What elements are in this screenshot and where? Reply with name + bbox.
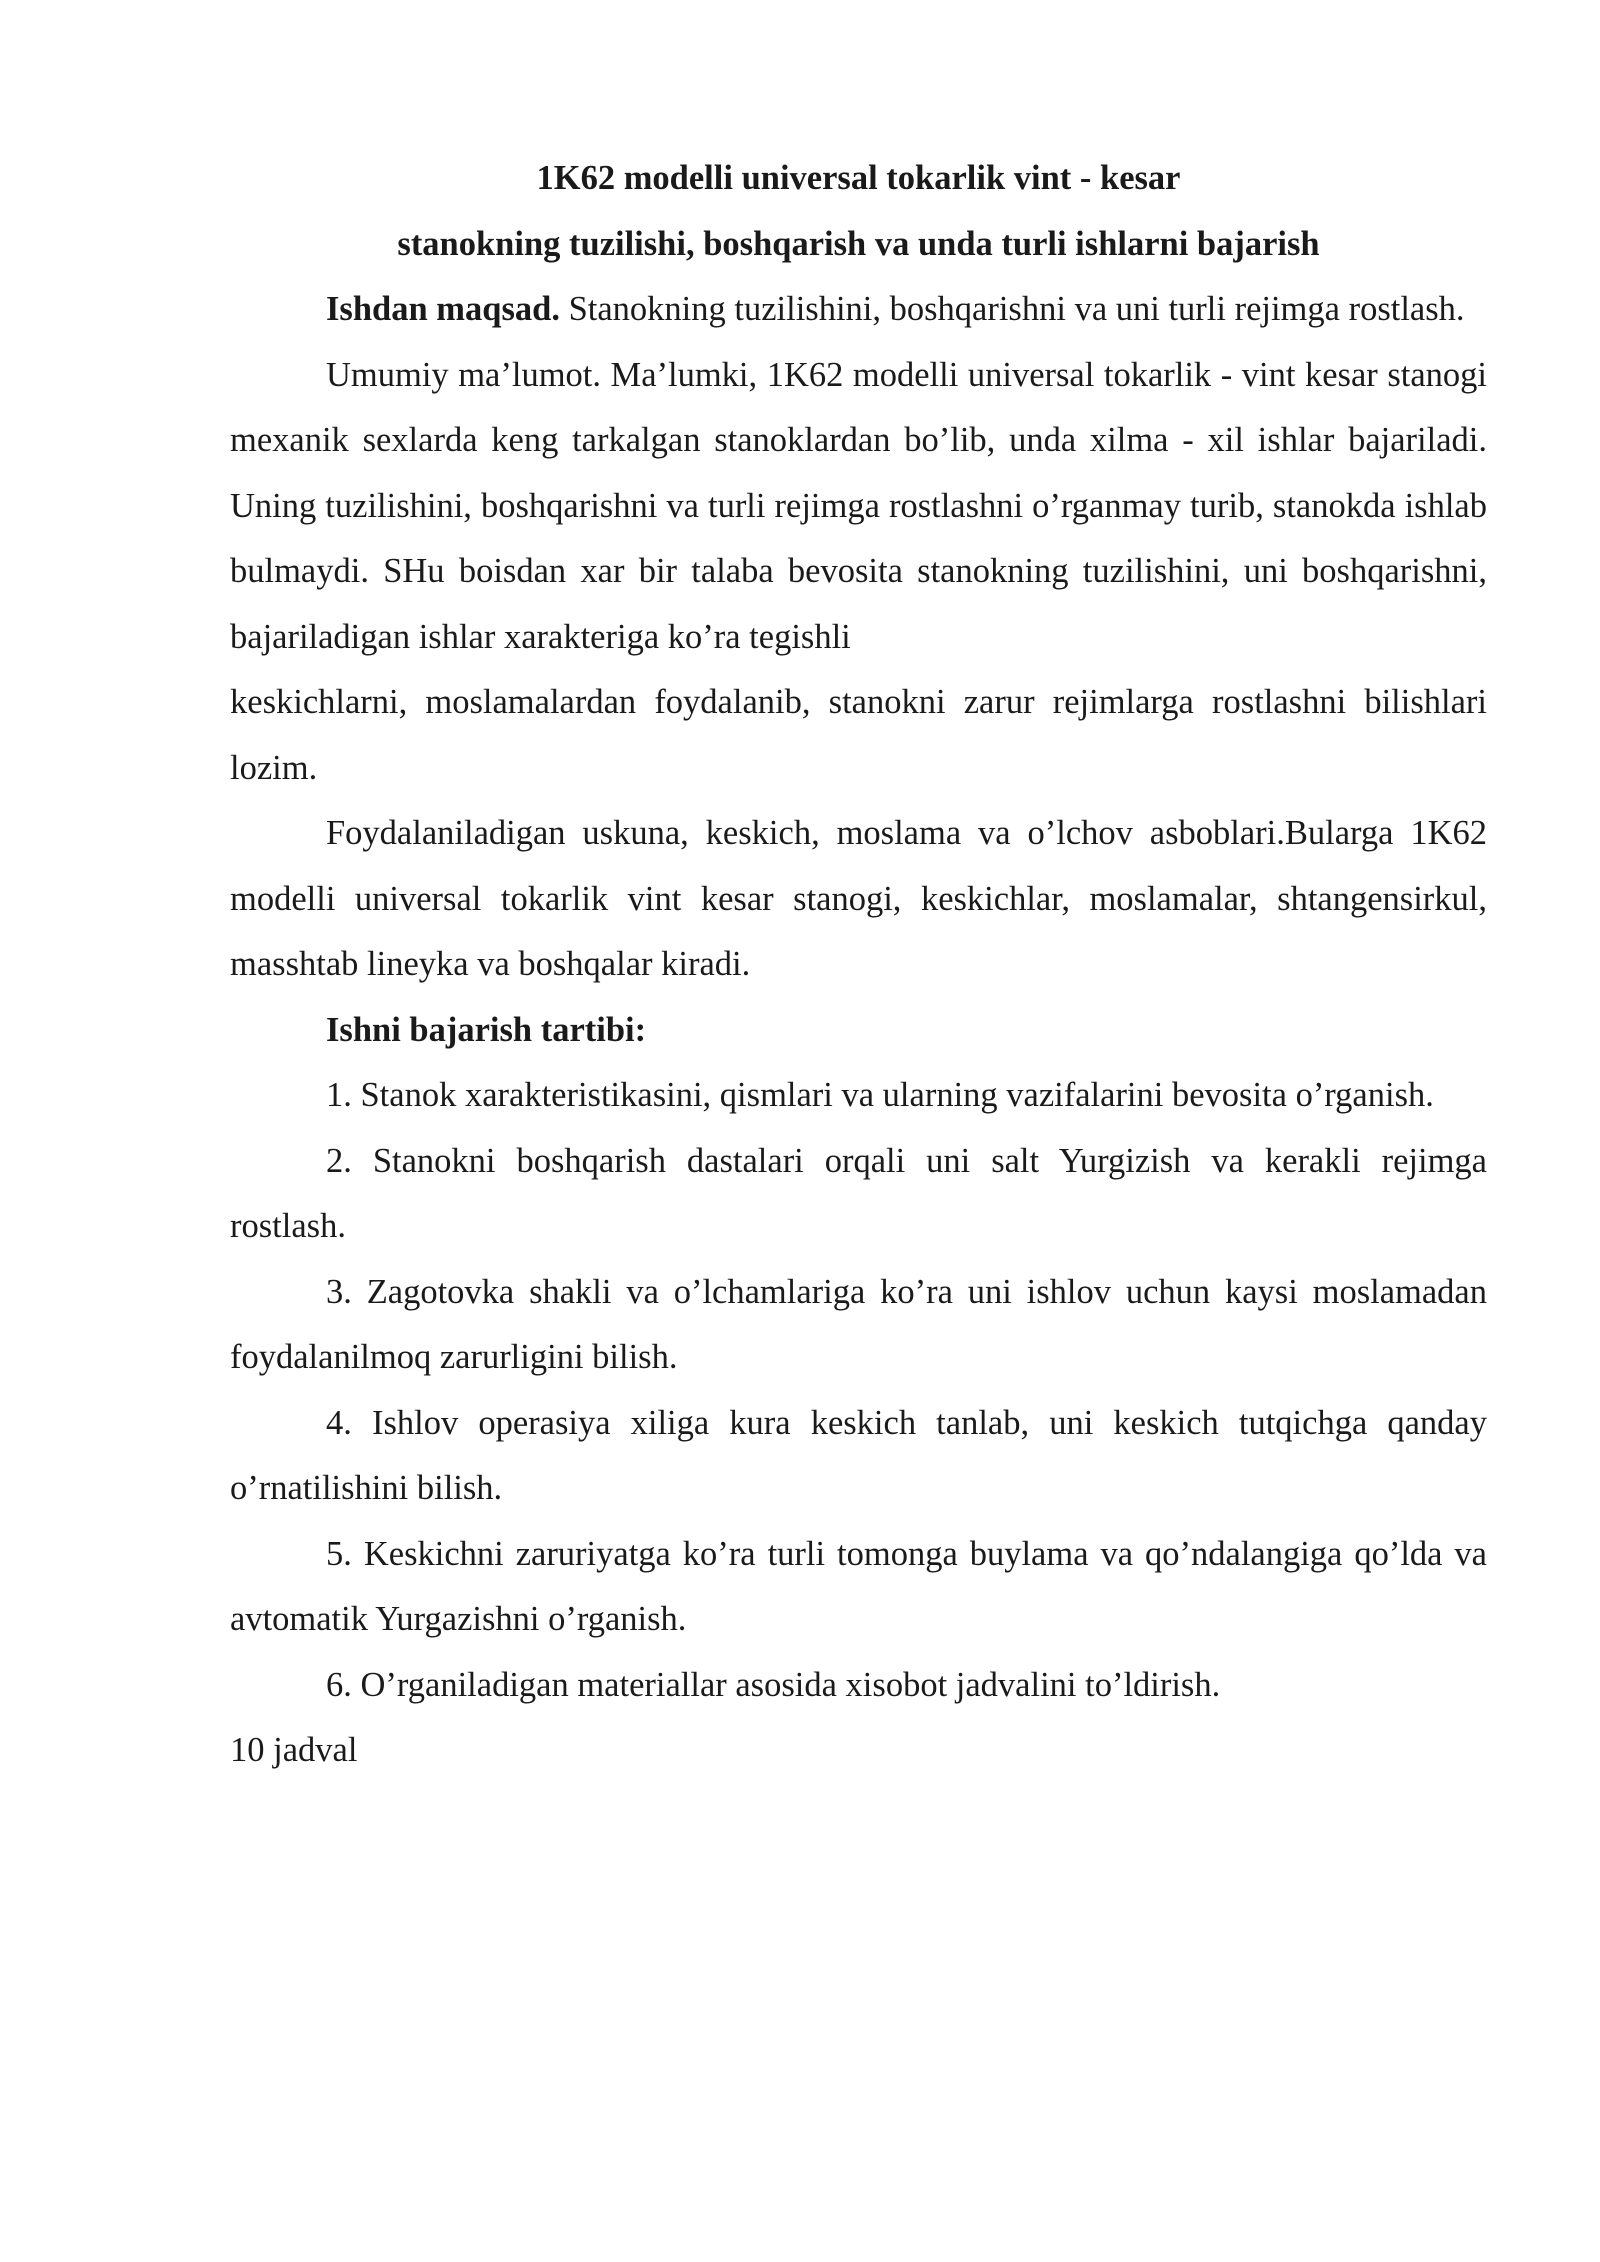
procedure-step-3: 3. Zagotovka shakli va o’lchamlariga ko’ra uni ishlov uchun kaysi moslamadan foydalanilmoq zarurligini bilish. [230,1272,1487,1376]
document-title-line-2: stanokning tuzilishi, boshqarish va unda turli ishlarni bajarish [397,224,1320,263]
procedure-step-5: 5. Keskichni zaruriyatga ko’ra turli tomonga buylama va qo’ndalangiga qo’lda va avtomatik Yurgazishni o’rganish. [230,1534,1487,1638]
procedure-heading: Ishni bajarish tartibi: [326,1010,647,1049]
document-title-line-1: 1K62 modelli universal tokarlik vint - kesar [536,159,1181,197]
equipment-paragraph: Foydalaniladigan uskuna, keskich, moslama va o’lchov asboblari.Bularga 1K62 modelli universal tokarlik vint kesar stanogi, keskichlar, moslamalar, shtangensirkul, masshtab lineyka va boshqalar kiradi. [230,814,1487,983]
procedure-step-1: 1. Stanok xarakteristikasini, qismlari va ularning vazifalarini bevosita o’rganish. [326,1076,1434,1114]
document-body [230,146,1487,1784]
procedure-step-6: 6. O’rganiladigan materiallar asosida xisobot jadvalini to’ldirish. [326,1665,1221,1704]
goal-paragraph [230,277,1487,343]
goal-label: Ishdan maqsad. [326,290,560,328]
procedure-step-2: 2. Stanokni boshqarish dastalari orqali uni salt Yurgizish va kerakli rejimga rostlash. [230,1141,1487,1245]
table-caption: 10 jadval [230,1731,358,1769]
goal-text: Stanokning tuzilishini, boshqarishni va uni turli rejimga rostlash. [559,290,1465,328]
procedure-step-4: 4. Ishlov operasiya xiliga kura keskich tanlab, uni keskich tutqichga qanday o’rnatilishini bilish. [230,1403,1487,1507]
general-info-paragraph: Umumiy ma’lumot. Ma’lumki, 1K62 modelli universal tokarlik - vint kesar stanogi mexanik sexlarda keng tarkalgan stanoklardan bo’lib, unda xilma - xil ishlar bajariladi. Uning tuzilishini, boshqarishni va turli rejimga rostlashni o’rganmay turib, stanokda ishlab bulmaydi. SHu boisdan xar bir talaba bevosita stanokning tuzilishini, uni boshqarishni, bajariladigan ishlar xarakteriga ko’ra tegishli [230,355,1487,656]
general-info-continuation: keskichlarni, moslamalardan foydalanib, stanokni zarur rejimlarga rostlashni bilishlari lozim. [230,683,1487,787]
